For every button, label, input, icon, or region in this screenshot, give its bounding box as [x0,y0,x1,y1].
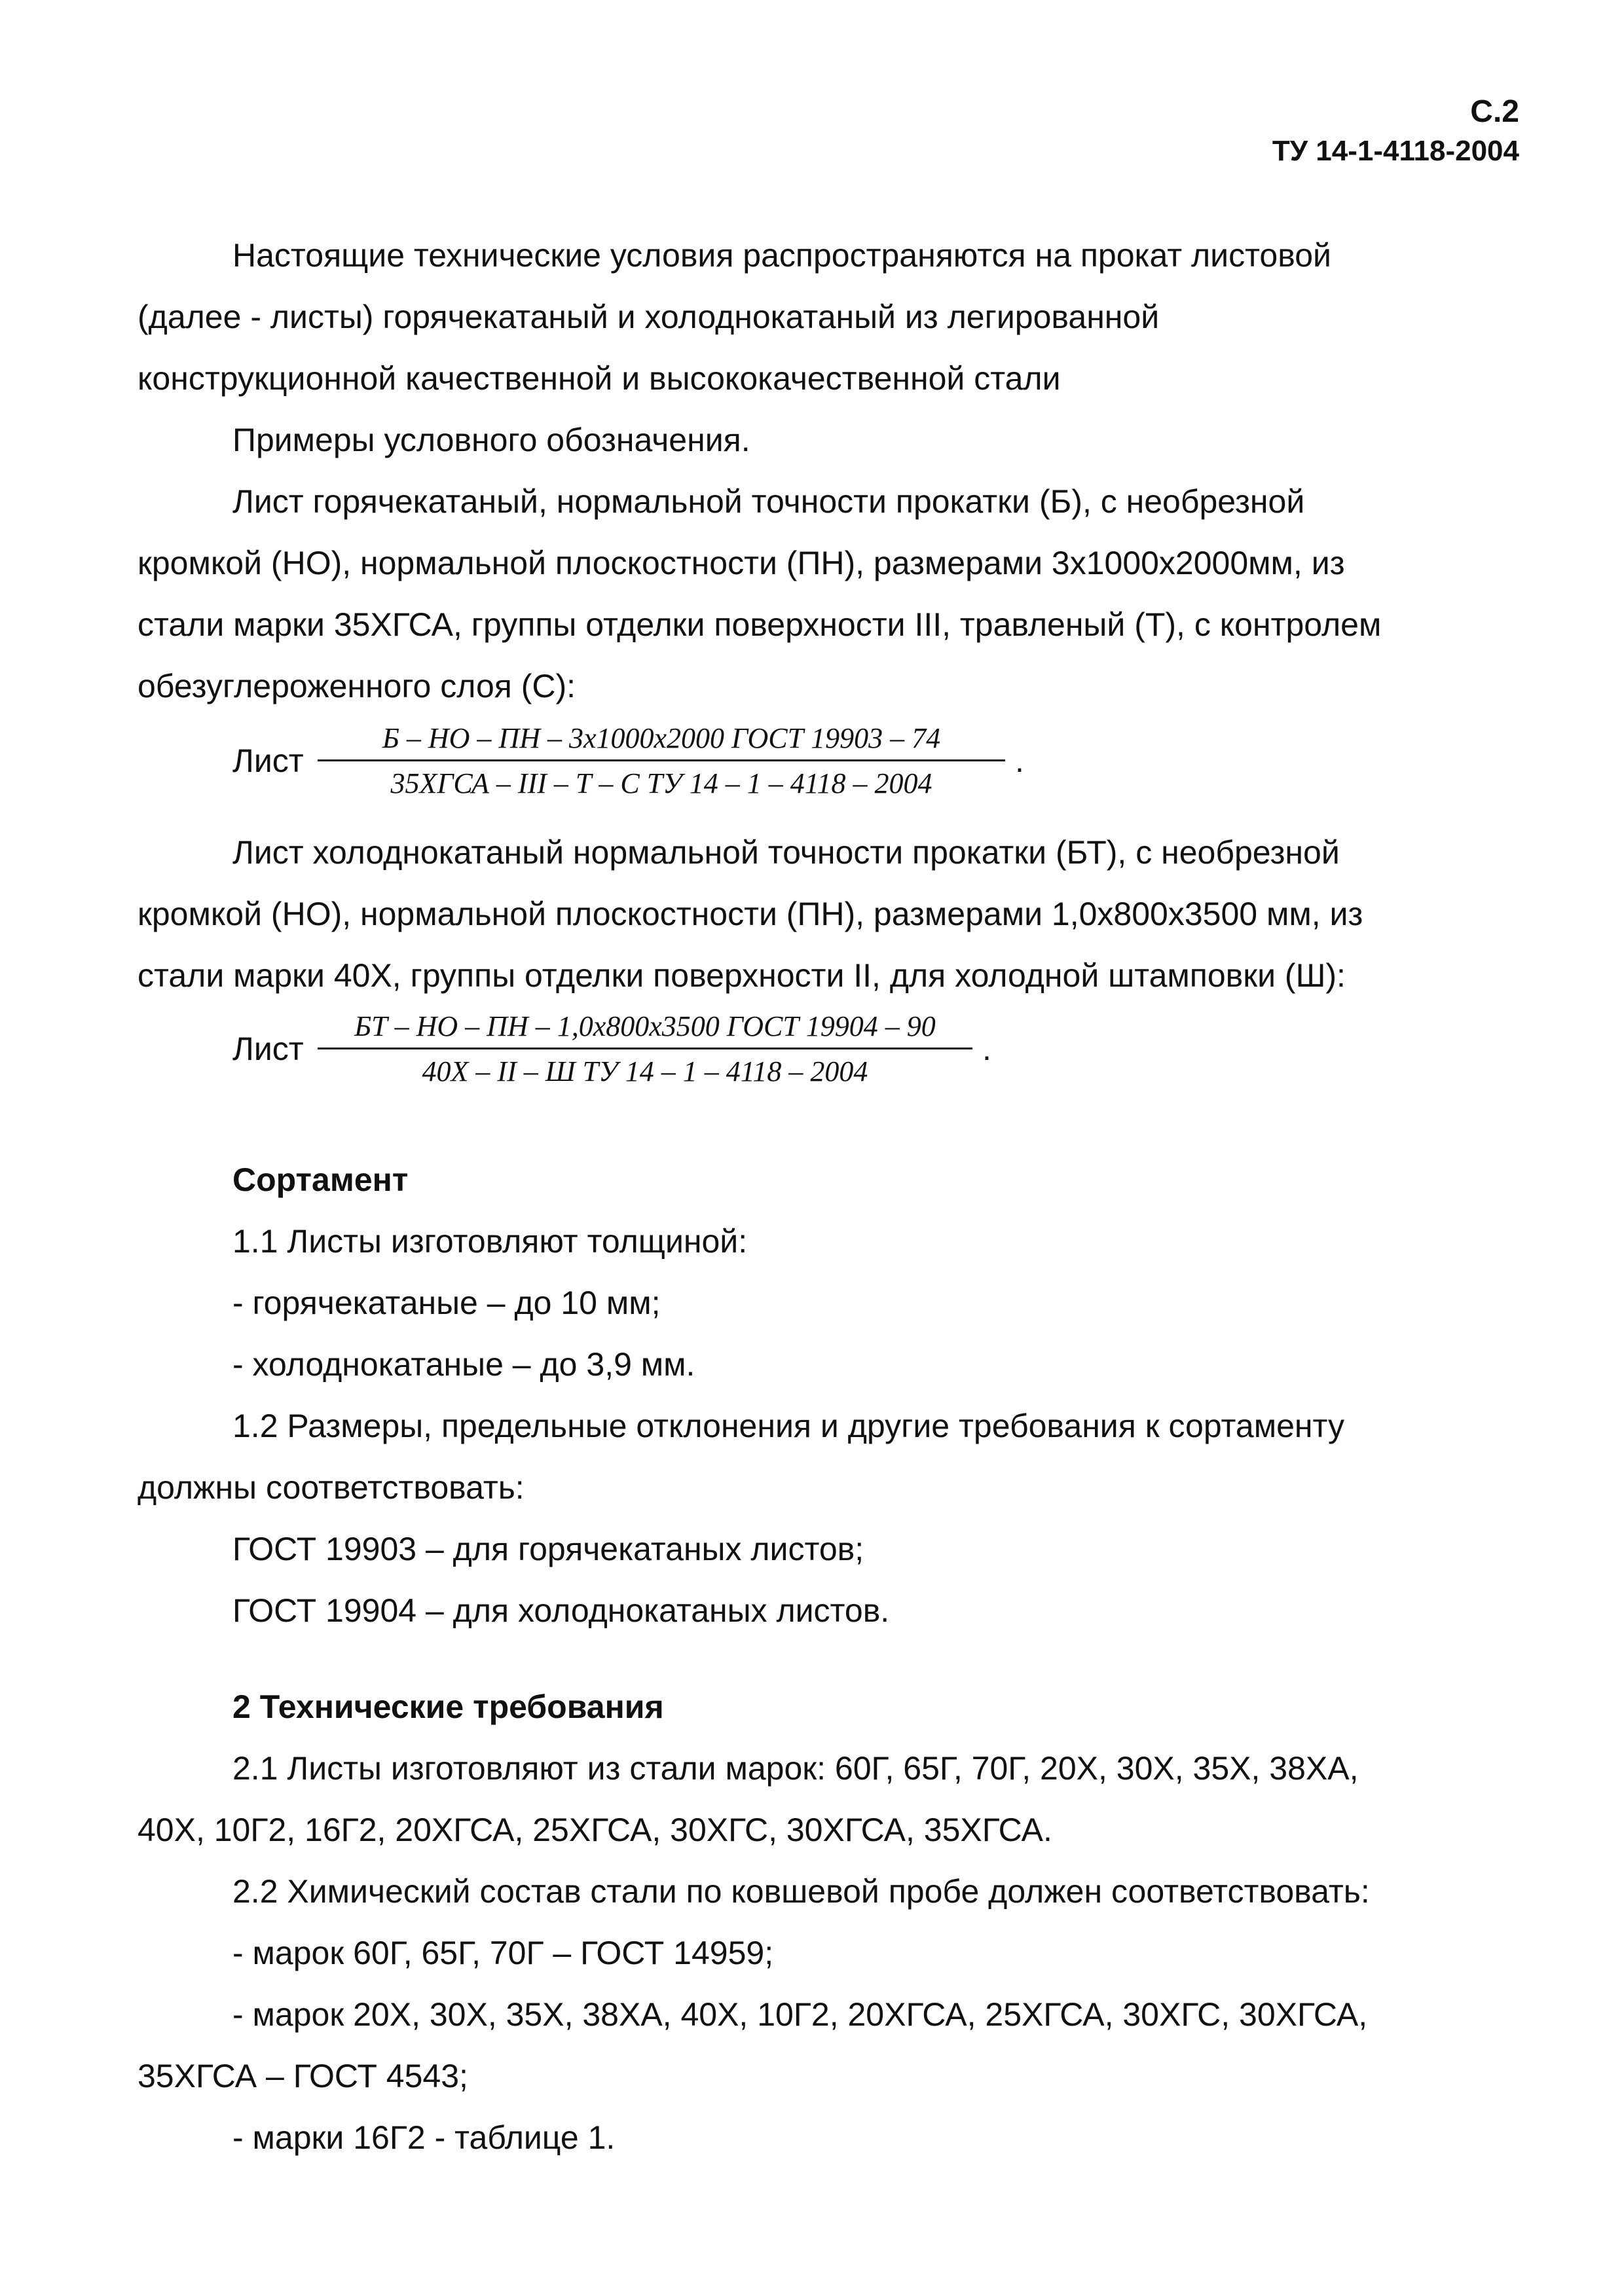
tech-line-1: 2.1 Листы изготовляют из стали марок: 60Г, 65Г, 70Г, 20Х, 30Х, 35Х, 38ХА, [232,1750,1359,1787]
formula-end: . [982,1030,991,1067]
tech-line-7: - марки 16Г2 - таблице 1. [232,2119,616,2156]
intro-line-3: конструкционной качественной и высококачественной стали [138,360,1061,397]
formula-numerator: БТ – НО – ПН – 1,0х800х3500 ГОСТ 19904 – 90 [354,1010,936,1042]
sortament-line-6: ГОСТ 19903 – для горячекатаных листов; [232,1531,864,1567]
example2-line-1: Лист холоднокатаный нормальной точности прокатки (БТ), с необрезной [232,834,1340,871]
tech-line-2: 40Х, 10Г2, 16Г2, 20ХГСА, 25ХГСА, 30ХГС, 30ХГСА, 35ХГСА. [138,1812,1052,1848]
intro-line-1: Настоящие технические условия распространяются на прокат листовой [232,237,1331,274]
example2-line-3: стали марки 40Х, группы отделки поверхности II, для холодной штамповки (Ш): [138,957,1346,994]
example1-line-1: Лист горячекатаный, нормальной точности прокатки (Б), с необрезной [232,483,1305,520]
formula-numerator: Б – НО – ПН – 3х1000х2000 ГОСТ 19903 – 74 [382,722,941,754]
designation-formula-2 [232,1008,1280,1100]
sortament-line-5: должны соответствовать: [138,1469,525,1506]
formula-lead: Лист [232,742,304,779]
formula-end: . [1015,742,1024,779]
formula-fraction [318,720,1005,802]
document-code: ТУ 14-1-4118-2004 [1272,135,1519,167]
fraction-bar [318,1048,972,1049]
tech-line-5: - марок 20Х, 30Х, 35Х, 38ХА, 40Х, 10Г2, 20ХГСА, 25ХГСА, 30ХГС, 30ХГСА, [232,1996,1368,2033]
page-number: С.2 [1470,94,1519,129]
sortament-line-2: - горячекатаные – до 10 мм; [232,1285,661,1321]
sortament-line-1: 1.1 Листы изготовляют толщиной: [232,1223,748,1260]
tech-line-6: 35ХГСА – ГОСТ 4543; [138,2058,468,2094]
example1-line-3: стали марки 35ХГСА, группы отделки поверхности III, травленый (Т), с контролем [138,606,1382,643]
tech-line-4: - марок 60Г, 65Г, 70Г – ГОСТ 14959; [232,1935,774,1971]
example1-line-4: обезуглероженного слоя (С): [138,668,576,704]
sortament-line-4: 1.2 Размеры, предельные отклонения и другие требования к сортаменту [232,1408,1344,1444]
formula-fraction [318,1008,972,1090]
tech-line-3: 2.2 Химический состав стали по ковшевой пробе должен соответствовать: [232,1873,1370,1910]
fraction-bar [318,759,1005,761]
designation-formula-1 [232,720,1280,812]
examples-heading: Примеры условного обозначения. [232,422,750,458]
formula-lead: Лист [232,1030,304,1067]
example2-line-2: кромкой (НО), нормальной плоскостности (ПН), размерами 1,0х800х3500 мм, из [138,896,1363,932]
tech-heading: 2 Технические требования [232,1688,664,1725]
example1-line-2: кромкой (НО), нормальной плоскостности (ПН), размерами 3х1000х2000мм, из [138,545,1345,581]
formula-denominator: 35ХГСА – III – Т – С ТУ 14 – 1 – 4118 – 2004 [390,767,932,799]
sortament-heading: Сортамент [232,1161,409,1198]
page-header [1272,92,1519,170]
formula-denominator: 40Х – II – Ш ТУ 14 – 1 – 4118 – 2004 [422,1055,868,1087]
sortament-line-7: ГОСТ 19904 – для холоднокатаных листов. [232,1592,890,1629]
sortament-line-3: - холоднокатаные – до 3,9 мм. [232,1346,695,1383]
intro-line-2: (далее - листы) горячекатаный и холоднокатаный из легированной [138,299,1160,335]
